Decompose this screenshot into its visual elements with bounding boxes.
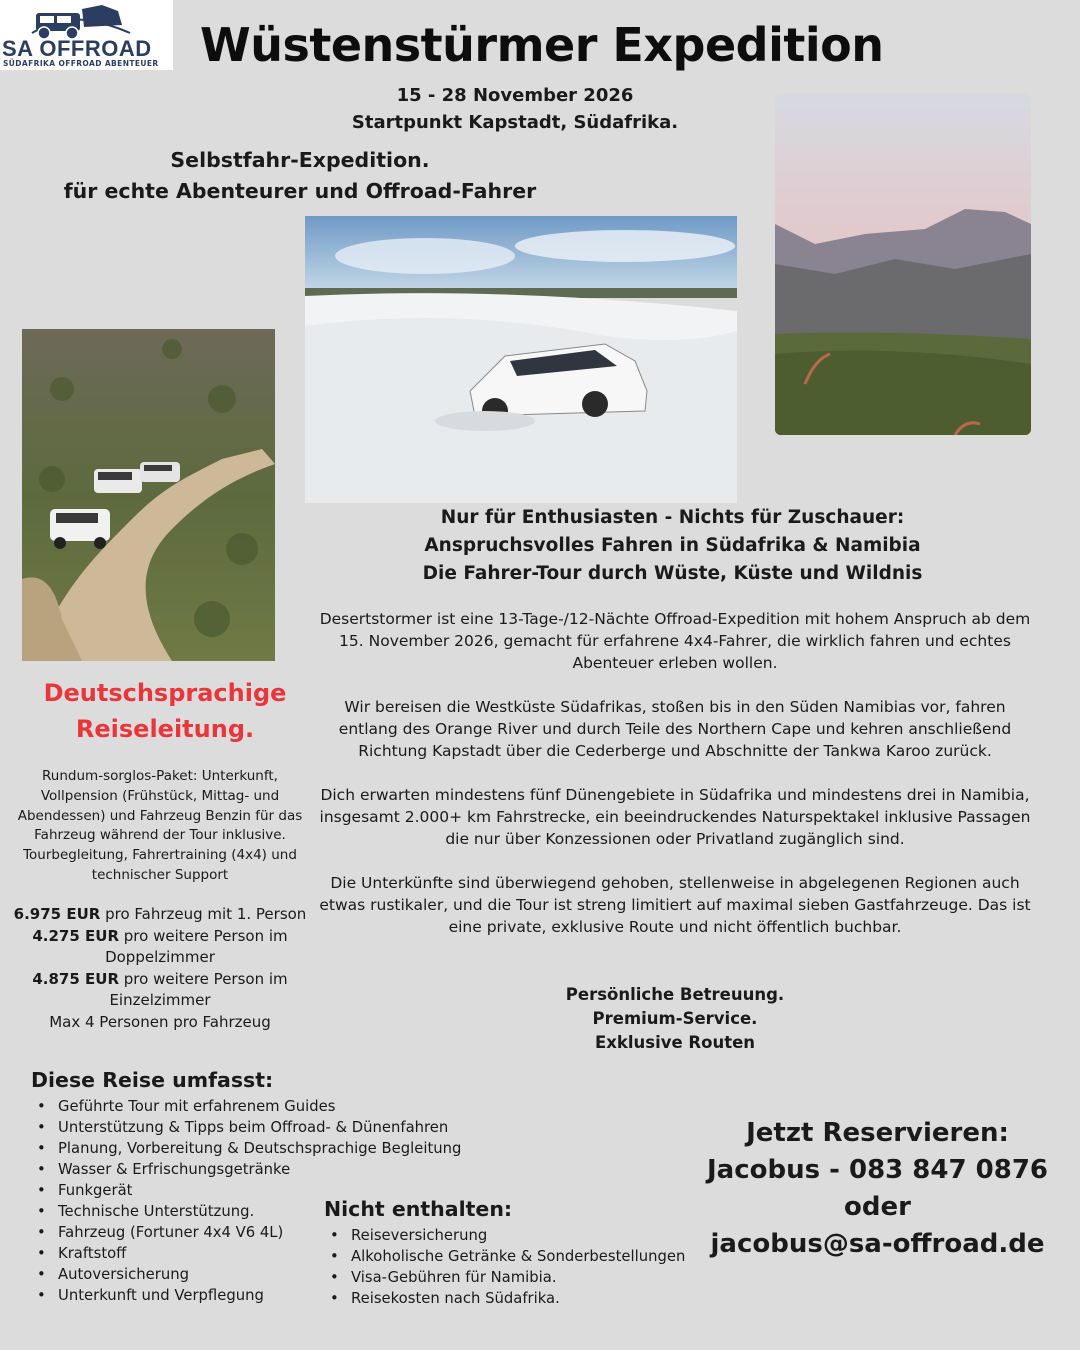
price-list (10, 904, 310, 1034)
reservation-block (700, 1115, 1055, 1263)
guide-heading (20, 675, 310, 747)
paragraph: Wir bereisen die Westküste Südafrikas, stoßen bis in den Süden Namibias vor, fahren entlang des Orange River und durch Teile des Northern Cape und kehren anschließend Richtung Kapstadt über die Cederberge und Abschnitte der Tankwa Karoo zurück. (338, 698, 1012, 760)
enthusiast-heading (305, 504, 1040, 588)
price-amount: 4.275 EUR (32, 926, 119, 945)
list-item: • Visa-Gebühren für Namibia. (325, 1267, 685, 1288)
list-item: • Reisekosten nach Südafrika. (325, 1288, 685, 1309)
premium-block (520, 983, 830, 1055)
paragraph: Desertstormer ist eine 13-Tage-/12-Nächte Offroad-Expedition mit hohem Anspruch ab dem 15. November 2026, gemacht für erfahrene 4x4-Fahrer, die wirklich fahren und echtes Abenteuer erleben wollen. (319, 610, 1031, 672)
max-persons: Max 4 Personen pro Fahrzeug (49, 1012, 271, 1031)
enthusiast-line-3: Die Fahrer-Tour durch Wüste, Küste und Wildnis (422, 563, 923, 584)
list-item: • Unterstützung & Tipps beim Offroad- & Dünenfahren (32, 1117, 461, 1138)
tour-start: Startpunkt Kapstadt, Südafrika. (351, 112, 679, 133)
price-item (10, 904, 310, 926)
premium-line: Persönliche Betreuung. (565, 985, 785, 1004)
description-body (315, 608, 1035, 960)
tour-dates-block (300, 82, 730, 136)
paragraph: Die Unterkünfte sind überwiegend gehoben, stellenweise in abgelegenen Regionen auch etwas rustikaler, und die Tour ist streng limitiert auf maximal sieben Gastfahrzeuge. Das ist eine private, exklusive Route und nicht öffentlich buchbar. (319, 874, 1031, 936)
logo-tagline: SÜDAFRIKA OFFROAD ABENTEUER (3, 59, 159, 68)
excludes-title: Nicht enthalten: (324, 1197, 513, 1221)
guide-line-1: Deutschsprachige (43, 679, 287, 707)
photo-convoy-dunes (22, 329, 275, 661)
intro-line-1: Selbstfahr-Expedition. (170, 148, 430, 172)
includes-title: Diese Reise umfasst: (31, 1068, 274, 1092)
intro-line-2: für echte Abenteurer und Offroad-Fahrer (63, 179, 537, 203)
list-item: • Fahrzeug (Fortuner 4x4 V6 4L) (32, 1222, 461, 1243)
photo-mountain-valley (775, 94, 1031, 435)
list-item: • Reiseversicherung (325, 1225, 685, 1246)
page-title: Wüstenstürmer Expedition (200, 18, 884, 72)
reserve-email-link[interactable]: jacobus@sa-offroad.de (710, 1229, 1045, 1259)
list-item: • Funkgerät (32, 1180, 461, 1201)
price-text: pro weitere Person im Einzelzimmer (109, 969, 288, 1010)
reserve-heading: Jetzt Reservieren: (746, 1118, 1009, 1148)
price-item (10, 969, 310, 1012)
price-amount: 6.975 EUR (13, 905, 101, 923)
list-item: • Autoversicherung (32, 1264, 461, 1285)
paragraph: Dich erwarten mindestens fünf Dünengebiete in Südafrika und mindestens drei in Namibia, insgesamt 2.000+ km Fahrstrecke, ein beeindruckendes Naturspektakel inklusive Passagen die nur über Konzessionen oder Privatland zugänglich sind. (319, 786, 1031, 848)
price-text: pro Fahrzeug mit 1. Person (100, 905, 307, 923)
premium-line: Premium-Service. (592, 1009, 758, 1028)
enthusiast-line-1: Nur für Enthusiasten - Nichts für Zuschauer: (440, 507, 905, 528)
list-item: • Technische Unterstützung. (32, 1201, 461, 1222)
intro-heading (20, 145, 580, 207)
logo-brand: SA OFFROAD (2, 36, 152, 61)
list-item: • Planung, Vorbereitung & Deutschsprachige Begleitung (32, 1138, 461, 1159)
tour-dates: 15 - 28 November 2026 (396, 85, 634, 106)
reserve-phone[interactable]: Jacobus - 083 847 0876 (707, 1155, 1048, 1185)
price-amount: 4.875 EUR (32, 969, 119, 988)
list-item: • Wasser & Erfrischungsgetränke (32, 1159, 461, 1180)
list-item: • Alkoholische Getränke & Sonderbestellungen (325, 1246, 685, 1267)
photo-white-dune-car (305, 216, 737, 503)
price-item (10, 926, 310, 969)
list-item: • Unterkunft und Verpflegung (32, 1285, 461, 1306)
guide-line-2: Reiseleitung. (75, 715, 255, 743)
reserve-or: oder (844, 1192, 911, 1222)
price-text: pro weitere Person im Doppelzimmer (105, 926, 288, 967)
list-item: • Kraftstoff (32, 1243, 461, 1264)
list-item: • Geführte Tour mit erfahrenem Guides (32, 1096, 461, 1117)
enthusiast-line-2: Anspruchsvolles Fahren in Südafrika & Namibia (424, 535, 921, 556)
premium-line: Exklusive Routen (594, 1033, 756, 1052)
logo (0, 0, 173, 70)
package-description: Rundum-sorglos-Paket: Unterkunft, Vollpension (Frühstück, Mittag- und Abendessen) und Fahrzeug Benzin für das Fahrzeug während der Tour inklusive. Tourbegleitung, Fahrertraining (4x4) und technischer Support (17, 768, 303, 883)
excludes-list (325, 1225, 685, 1309)
